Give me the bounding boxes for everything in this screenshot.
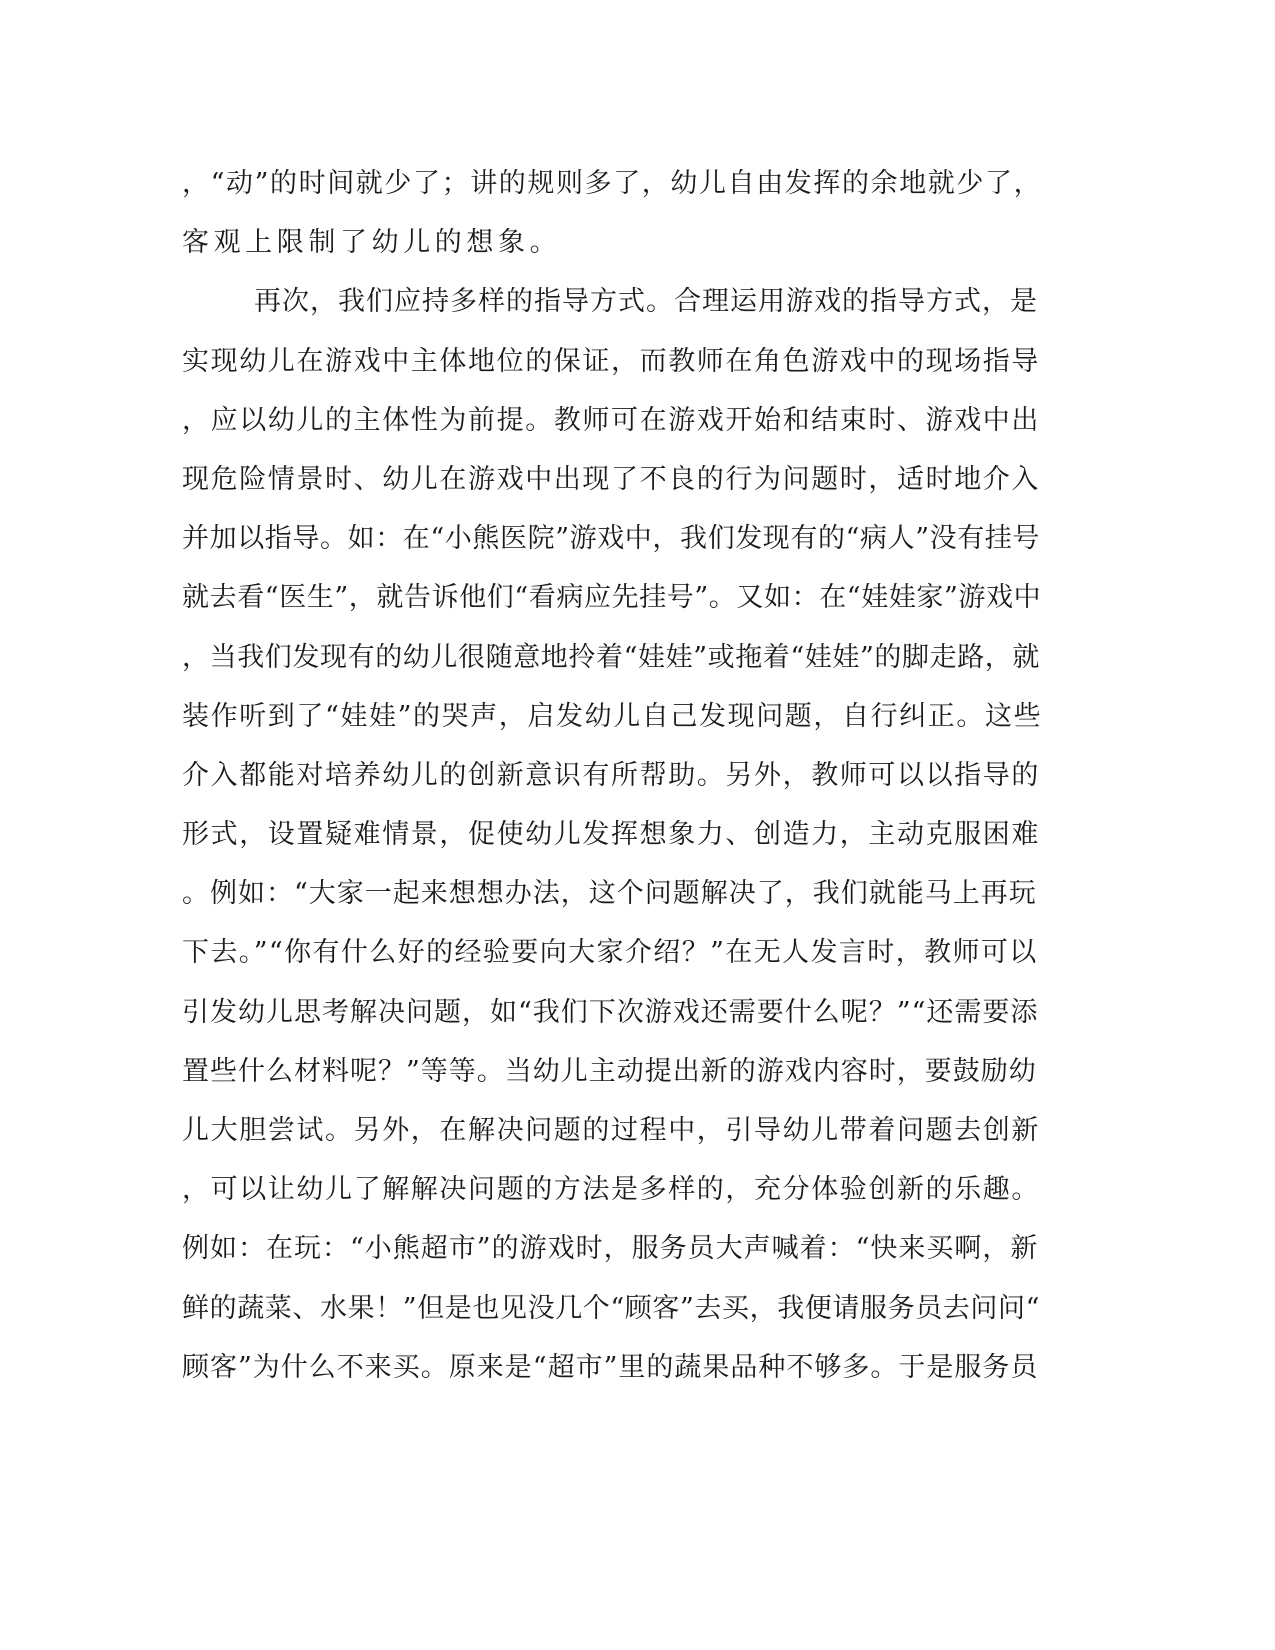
text-line: 介入都能对培养幼儿的创新意识有所帮助。另外，教师可以以指导的 xyxy=(182,759,1040,791)
text-line: 。例如：“大家一起来想想办法，这个问题解决了，我们就能马上再玩 xyxy=(182,878,1037,910)
text-line: 实现幼儿在游戏中主体地位的保证，而教师在角色游戏中的现场指导 xyxy=(182,345,1040,377)
text-line: 引发幼儿思考解决问题，如“我们下次游戏还需要什么呢？”“还需要添 xyxy=(182,996,1039,1028)
text-line: 并加以指导。如：在“小熊医院”游戏中，我们发现有的“病人”没有挂号 xyxy=(182,523,1041,555)
text-line: 就去看“医生”，就告诉他们“看病应先挂号”。又如：在“娃娃家”游戏中 xyxy=(182,582,1042,614)
text-line: 置些什么材料呢？”等等。当幼儿主动提出新的游戏内容时，要鼓励幼 xyxy=(182,1055,1037,1087)
text-line: 装作听到了“娃娃”的哭声，启发幼儿自己发现问题，自行纠正。这些 xyxy=(182,700,1043,732)
text-line: 儿大胆尝试。另外，在解决问题的过程中，引导幼儿带着问题去创新 xyxy=(182,1115,1040,1146)
text-line: ，“动”的时间就少了；讲的规则多了，幼儿自由发挥的余地就少了， xyxy=(182,168,1043,199)
body-text xyxy=(182,154,1042,1397)
text-line: 下去。”“你有什么好的经验要向大家介绍？”在无人发言时，教师可以 xyxy=(182,937,1038,969)
text-line: 现危险情景时、幼儿在游戏中出现了不良的行为问题时，适时地介入 xyxy=(182,463,1040,495)
text-line: 客观上限制了幼儿的想象。 xyxy=(182,227,562,259)
text-line: ，当我们发现有的幼儿很随意地拎着“娃娃”或拖着“娃娃”的脚走路，就 xyxy=(182,641,1041,673)
paragraph-first-line: 再次，我们应持多样的指导方式。合理运用游戏的指导方式，是 xyxy=(254,286,1038,318)
text-line: ，可以让幼儿了解解决问题的方法是多样的，充分体验创新的乐趣。 xyxy=(182,1174,1040,1206)
text-line: ，应以幼儿的主体性为前提。教师可在游戏开始和结束时、游戏中出 xyxy=(182,404,1040,436)
text-line: 例如：在玩：“小熊超市”的游戏时，服务员大声喊着：“快来买啊，新 xyxy=(182,1233,1039,1265)
text-line: 顾客”为什么不来买。原来是“超市”里的蔬果品种不够多。于是服务员 xyxy=(182,1351,1039,1383)
text-line: 形式，设置疑难情景，促使幼儿发挥想象力、创造力，主动克服困难 xyxy=(182,819,1040,851)
text-line: 鲜的蔬菜、水果！”但是也见没几个“顾客”去买，我便请服务员去问问“ xyxy=(182,1292,1041,1324)
